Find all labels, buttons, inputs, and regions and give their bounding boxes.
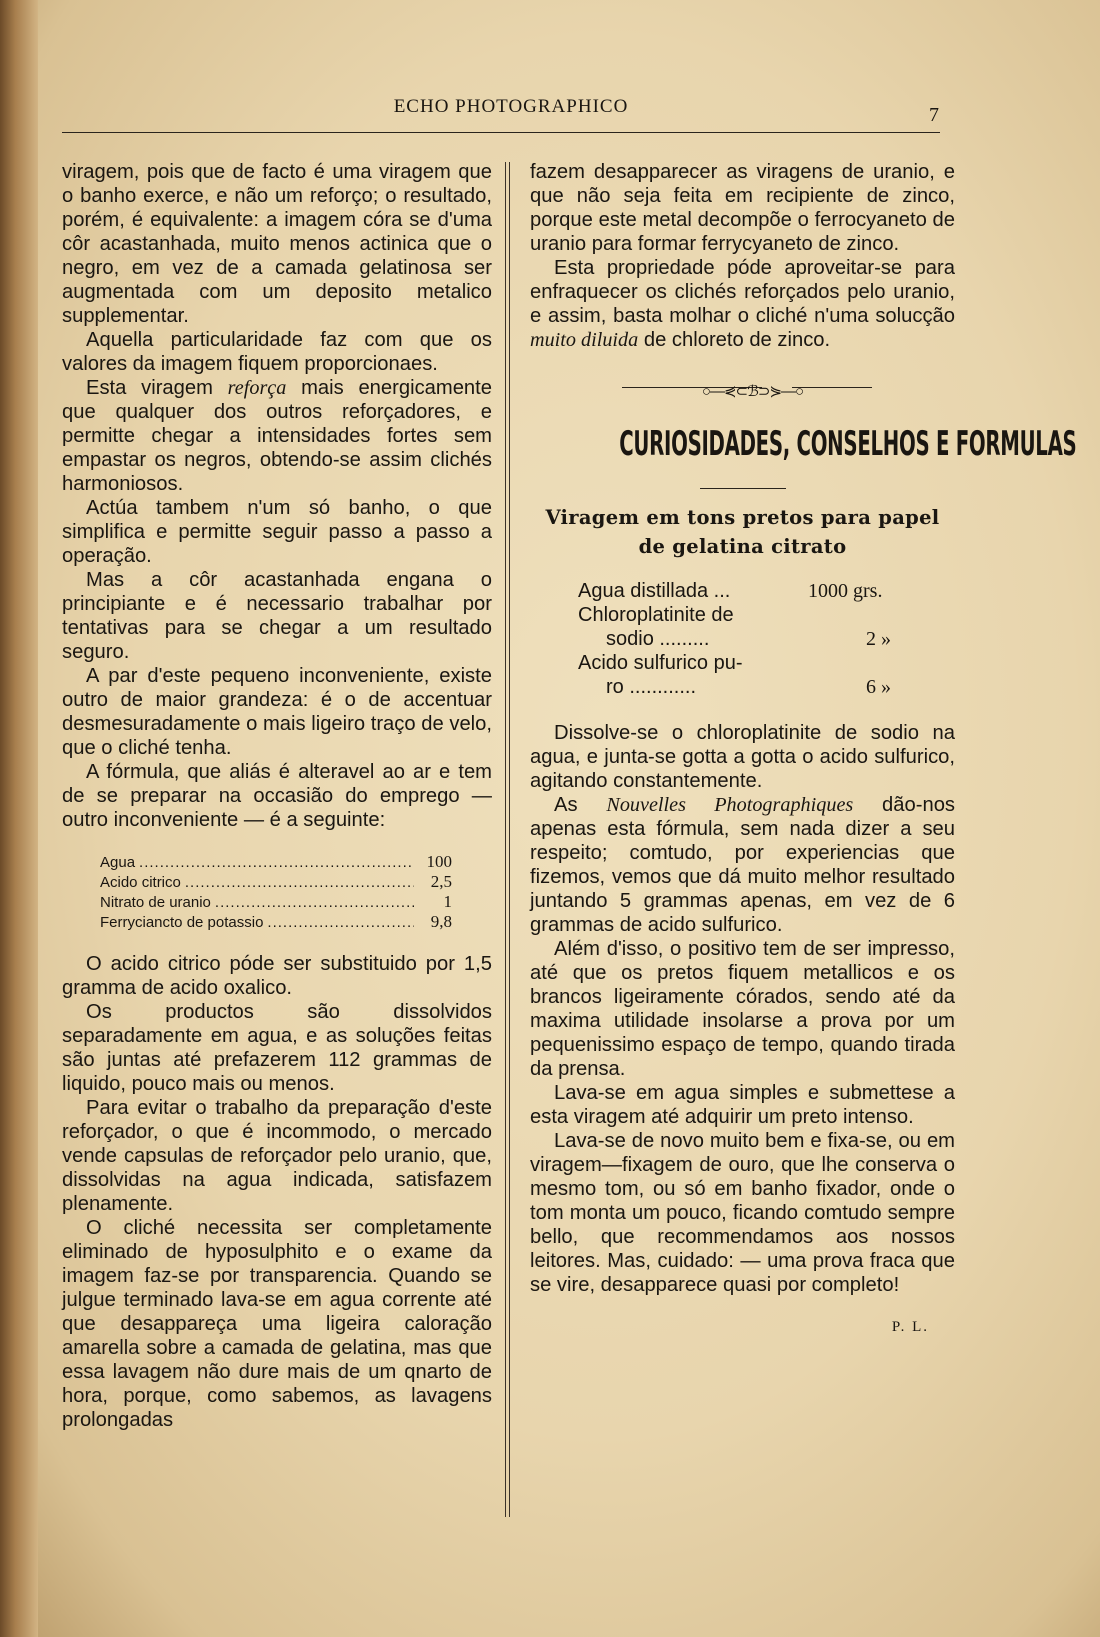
emphasis: Nouvelles Photographiques <box>606 794 854 816</box>
recipe-qty: 1000 grs. <box>808 580 883 602</box>
recipe-table <box>578 579 908 699</box>
recipe-ingredient: Chloroplatinite de <box>578 604 734 626</box>
ingredient-name: Agua <box>100 854 136 871</box>
page-binding-edge <box>0 0 38 1637</box>
paragraph: Para evitar o trabalho da preparação d'este reforçador, o que é incommodo, o mercado vende capsulas de reforçador pelo uranio, que, dissolvidas na agua indicada, satisfazem plenamente. <box>62 1097 492 1215</box>
paragraph: Dissolve-se o chloroplatinite de sodio na agua, e junta-se gotta a gotta o acido sulfurico, agitando constantemente. <box>530 722 955 792</box>
section-title: CURIOSIDADES, CONSELHOS E FORMULAS <box>619 424 1077 464</box>
ingredient-name: Ferryciancto de potassio <box>100 914 264 931</box>
leader-dots <box>139 853 414 872</box>
ingredient-qty: 100 <box>426 852 452 871</box>
paragraph: Os productos são dissolvidos separadamente em agua, e as soluções feitas são juntas até prefazerem 112 grammas de liquido, pouco mais ou menos. <box>62 1001 492 1095</box>
paragraph: Lava-se de novo muito bem e fixa-se, ou em viragem—fixagem de ouro, que lhe conserva o mesmo tom, ou só em banho fixador, onde o tom monta um pouco, ficando comtudo sempre bello, que recommendamos aos nossos leitores. Mas, cuidado: — uma prova fraca que se vire, desapparece quasi por completo! <box>530 1130 955 1296</box>
paragraph: A fórmula, que aliás é alteravel ao ar e tem de se preparar na occasião do emprego — outro inconveniente — é a seguinte: <box>62 761 492 831</box>
paragraph: Mas a côr acastanhada engana o principiante e é necessario trabalhar por tentativas para se chegar a um resultado seguro. <box>62 569 492 663</box>
recipe-row <box>578 627 908 651</box>
running-head: ECHO PHOTOGRAPHICO <box>393 96 629 117</box>
ornament-divider <box>530 378 955 398</box>
formula-row <box>100 872 452 892</box>
formula-row <box>100 852 452 872</box>
paragraph: Além d'isso, o positivo tem de ser impresso, até que os pretos fiquem metallicos e os brancos ligeiramente córados, sendo até da maxima utilidade insolarse a prova por um pequenissimo espaço de tempo, quando tirada da prensa. <box>530 938 955 1080</box>
paragraph: Esta propriedade póde aproveitar-se para enfraquecer os clichés reforçados pelo uranio, e assim, basta molhar o cliché n'uma solucção muito diluida de chloreto de zinco. <box>530 257 955 351</box>
recipe-ingredient: Acido sulfurico pu- <box>578 652 743 674</box>
ingredient-qty: 9,8 <box>430 912 452 931</box>
paragraph: O acido citrico póde ser substituido por 1,5 gramma de acido oxalico. <box>62 953 492 999</box>
formula-table <box>100 852 452 932</box>
paragraph: A par d'este pequeno inconveniente, existe outro de maior grandeza: é o de accentuar desmesuradamente o mais ligeiro traço de velo, que o cliché tenha. <box>62 665 492 759</box>
recipe-ingredient: Agua distillada ... <box>578 580 731 602</box>
column-divider <box>505 162 510 1517</box>
section-rule <box>700 488 786 489</box>
ornament-glyph: ○—⋞⊂ℬ⊃⋟—○ <box>701 383 804 400</box>
formula-row <box>100 912 452 932</box>
leader-dots <box>215 893 414 912</box>
recipe-row <box>578 675 908 699</box>
ingredient-qty: 1 <box>443 892 452 911</box>
page-number: 7 <box>929 104 939 126</box>
paragraph: Esta viragem reforça mais energicamente que qualquer dos outros reforçadores, e permitte chegar a intensidades fortes sem empastar os negros, obtendo-se assim clichés harmoniosos. <box>62 377 492 495</box>
leader-dots <box>185 873 414 892</box>
right-column <box>530 160 1077 1339</box>
recipe-title: Viragem em tons pretos para papel de gelatina citrato <box>545 506 940 558</box>
author-signature: P. L. <box>891 1319 929 1335</box>
paragraph: Lava-se em agua simples e submettese a esta viragem até adquirir um preto intenso. <box>530 1082 955 1128</box>
ingredient-qty: 2,5 <box>430 872 452 891</box>
recipe-row <box>578 651 908 675</box>
recipe-qty: 2 » <box>866 628 891 650</box>
recipe-row <box>578 579 908 603</box>
leader-dots <box>267 913 414 932</box>
header-rule <box>62 132 940 133</box>
emphasis: muito diluida <box>530 329 639 351</box>
paragraph: As Nouvelles Photographiques dão-nos apenas esta fórmula, sem nada dizer a seu respeito; comtudo, por experiencias que fizemos, vemos que dá muito melhor resultado juntando 5 grammas apenas, em vez de 6 grammas de acido sulfurico. <box>530 794 956 936</box>
paragraph: viragem, pois que de facto é uma viragem que o banho exerce, e não um reforço; o resultado, porém, é equivalente: a imagem córa se d'uma côr acastanhada, muito menos actinica que o negro, em vez de a camada gelatinosa ser augmentada com um deposito metalico supplementar. <box>62 161 492 327</box>
left-column <box>62 160 492 1432</box>
recipe-row <box>578 603 908 627</box>
paragraph: O cliché necessita ser completamente eliminado de hyposulphito e o exame da imagem faz-se por transparencia. Quando se julgue terminado lava-se em agua corrente até que desappareça uma ligeira caloração amarella sobre a camada de gelatina, mas que essa lavagem não dure mais de um qnarto de hora, porque, como sabemos, as lavagens prolongadas <box>62 1217 492 1431</box>
recipe-qty: 6 » <box>866 676 891 698</box>
ornament-line <box>792 387 872 388</box>
emphasis: reforça <box>227 377 287 399</box>
ingredient-name: Nitrato de uranio <box>100 894 211 911</box>
paragraph: fazem desapparecer as viragens de uranio, e que não seja feita em recipiente de zinco, porque este metal decompõe o ferrocyaneto de uranio para formar ferrycyaneto de zinco. <box>530 161 955 255</box>
recipe-ingredient: ro ............ <box>606 676 697 698</box>
recipe-ingredient: sodio ......... <box>606 628 710 650</box>
formula-row <box>100 892 452 912</box>
paragraph: Actúa tambem n'um só banho, o que simplifica e permitte seguir passo a passo a operação. <box>62 497 492 567</box>
ingredient-name: Acido citrico <box>100 874 181 891</box>
paragraph: Aquella particularidade faz com que os valores da imagem fiquem proporcionaes. <box>62 329 492 375</box>
